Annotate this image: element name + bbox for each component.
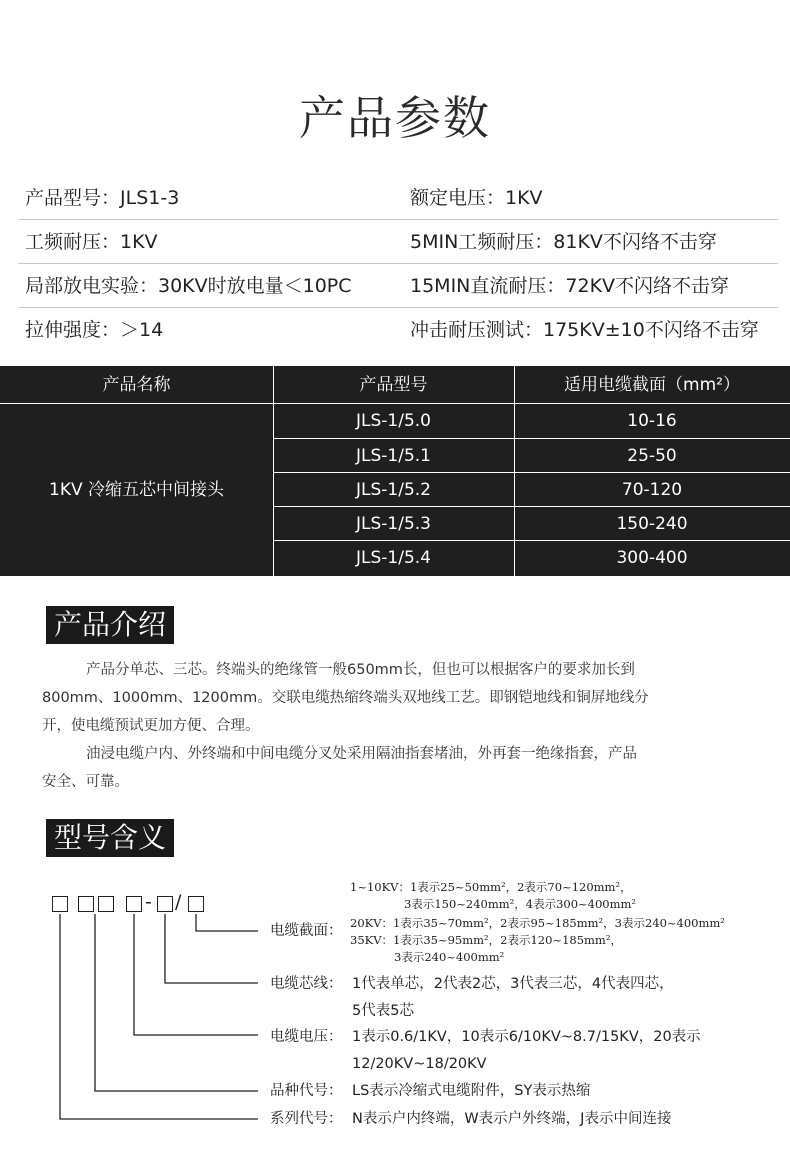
code-slash: / xyxy=(175,891,182,913)
table-row xyxy=(273,438,790,472)
intro-line: 产品分单芯、三芯。终端头的绝缘管一般650mm长，但也可以根据客户的要求加长到 xyxy=(86,662,635,678)
section-note: 3表示240~400mm² xyxy=(394,950,505,964)
code-dash: - xyxy=(145,891,152,913)
connector-variety xyxy=(95,914,258,1091)
code-box-cores xyxy=(157,896,173,912)
code-box-series xyxy=(52,896,68,912)
param-power-freq-withstand: 工频耐压：1KV xyxy=(25,231,158,253)
intro-text xyxy=(42,656,742,796)
product-name-cell: 1KV 冷缩五芯中间接头 xyxy=(49,480,224,500)
header-cable-section: 适用电缆截面（mm²） xyxy=(564,375,740,395)
cores-text: 5代表5芯 xyxy=(352,1003,414,1019)
variety-label: 品种代号： xyxy=(270,1083,343,1099)
connector-section xyxy=(196,914,258,931)
connector-voltage xyxy=(134,914,258,1035)
intro-line: 油浸电缆户内、外终端和中间电缆分叉处采用隔油指套堵油，外再套一绝缘指套，产品 xyxy=(86,746,637,762)
model-cell: JLS-1/5.4 xyxy=(356,548,431,568)
section-note: 3表示150~240mm²，4表示300~400mm² xyxy=(404,897,637,911)
voltage-text: 1表示0.6/1KV，10表示6/10KV~8.7/15KV，20表示 xyxy=(352,1029,701,1045)
code-box-variety-2 xyxy=(98,896,114,912)
table-row xyxy=(273,540,790,576)
code-box-section xyxy=(188,896,204,912)
cores-text: 1代表单芯，2代表2芯，3代表三芯，4代表四芯， xyxy=(352,976,674,992)
section-note: 20KV：1表示35~70mm²，2表示95~185mm²，3表示240~400mm² xyxy=(350,916,725,930)
param-tensile-strength: 拉伸强度：＞14 xyxy=(25,319,164,341)
section-cell: 300-400 xyxy=(616,548,688,568)
table-row xyxy=(273,506,790,540)
param-impulse-test: 冲击耐压测试：175KV±10不闪络不击穿 xyxy=(410,319,759,341)
param-partial-discharge: 局部放电实验：30KV时放电量＜10PC xyxy=(25,275,352,297)
model-meaning-heading: 型号含义 xyxy=(46,819,174,857)
page-title: 产品参数 xyxy=(299,91,491,145)
params-list xyxy=(18,176,778,352)
intro-line: 开，使电缆预试更加方便、合理。 xyxy=(42,718,260,734)
intro-heading: 产品介绍 xyxy=(46,606,174,644)
section-label: 电缆截面： xyxy=(270,923,343,939)
variety-text: LS表示冷缩式电缆附件，SY表示热缩 xyxy=(352,1083,591,1099)
header-product-model: 产品型号 xyxy=(359,375,428,395)
series-label: 系列代号： xyxy=(270,1111,343,1127)
model-cell: JLS-1/5.1 xyxy=(356,446,431,466)
series-text: N表示户内终端，W表示户外终端，J表示中间连接 xyxy=(352,1111,672,1127)
section-cell: 70-120 xyxy=(621,480,683,500)
section-note: 35KV：1表示35~95mm²，2表示120~185mm²， xyxy=(350,933,622,947)
connector-cores xyxy=(165,914,258,983)
voltage-label: 电缆电压： xyxy=(270,1029,343,1045)
params-row xyxy=(18,220,778,264)
param-model: 产品型号：JLS1-3 xyxy=(25,187,180,209)
intro-line: 安全、可靠。 xyxy=(42,774,129,790)
connector-series xyxy=(60,914,258,1119)
voltage-text: 12/20KV~18/20KV xyxy=(352,1056,487,1072)
table-row xyxy=(273,404,790,438)
header-product-name: 产品名称 xyxy=(102,375,171,395)
spec-table-header xyxy=(0,366,790,404)
param-15min-dc-withstand: 15MIN直流耐压：72KV不闪络不击穿 xyxy=(410,275,730,297)
table-row xyxy=(273,472,790,506)
model-cell: JLS-1/5.3 xyxy=(356,514,431,534)
section-cell: 10-16 xyxy=(627,411,677,431)
section-note: 1~10KV：1表示25~50mm²，2表示70~120mm²， xyxy=(350,880,632,894)
params-row xyxy=(18,308,778,352)
section-cell: 150-240 xyxy=(616,514,688,534)
params-row xyxy=(18,264,778,308)
code-box-variety-1 xyxy=(78,896,94,912)
spec-table xyxy=(0,366,790,576)
model-cell: JLS-1/5.0 xyxy=(356,411,431,431)
params-row xyxy=(18,176,778,220)
intro-line: 800mm、1000mm、1200mm。交联电缆热缩终端头双地线工艺。即钢铠地线和铜屏地线分 xyxy=(42,690,649,706)
code-box-voltage xyxy=(126,896,142,912)
param-rated-voltage: 额定电压：1KV xyxy=(410,187,543,209)
section-cell: 25-50 xyxy=(627,446,677,466)
model-cell: JLS-1/5.2 xyxy=(356,480,431,500)
param-5min-withstand: 5MIN工频耐压：81KV不闪络不击穿 xyxy=(410,231,717,253)
cores-label: 电缆芯线： xyxy=(270,976,343,992)
model-code-diagram xyxy=(0,870,790,1160)
